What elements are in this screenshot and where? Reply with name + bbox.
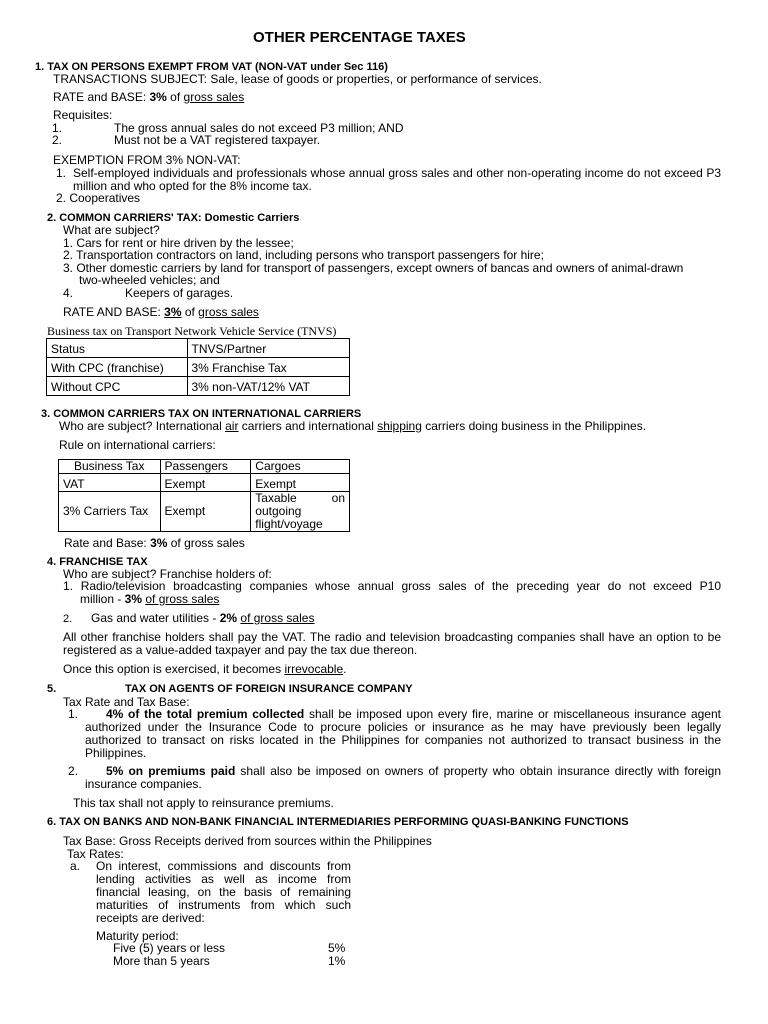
s5-item-2: 5% on premiums paid shall also be imposed on owners of property who obtain insurance directly with foreign insurance companies. [85,764,721,791]
s1-req2-text: Must not be a VAT registered taxpayer. [114,133,321,147]
s1-req1-text: The gross annual sales do not exceed P3 million; AND [114,121,404,135]
s1-ex1-num: 1. [56,166,67,180]
table-cell: Status [47,339,188,358]
s6-base: Tax Base: Gross Receipts derived from sources within the Philippines [63,834,432,848]
s4-item-1: 1. Radio/television broadcasting companies whose annual gross sales of the preceding year do not exceed P10 [63,579,721,593]
intl-carriers-table [58,459,350,532]
table-cell: 3% Carriers Tax [59,492,161,532]
section-4-heading: 4. FRANCHISE TAX [47,556,148,568]
section-2-heading: 2. COMMON CARRIERS' TAX: Domestic Carriers [47,212,300,224]
section-5-num: 5. [47,683,57,695]
table-cell: Taxable on outgoing flight/voyage [251,492,350,532]
s4-item-2-num: 2. [63,613,73,625]
s2-item-2: 2. Transportation contractors on land, including persons who transport passengers for hire; [63,248,544,262]
s6-a-text: On interest, commissions and discounts from lending activities as well as income from financial leasing, on the basis of remaining maturities of instruments from which such receipts are derived: [96,859,351,925]
s4-item-1-cont: million - 3% of gross sales [80,592,220,606]
s2-what: What are subject? [63,223,160,237]
s5-note: This tax shall not apply to reinsurance premiums. [73,796,334,810]
table-cell: Exempt [251,474,350,492]
s1-req1-num: 1. [52,121,63,135]
s4-paragraph-2: Once this option is exercised, it becomes irrevocable. [63,662,347,676]
s3-rule: Rule on international carriers: [59,438,216,452]
s6-maturity-1-label: Five (5) years or less [113,941,226,955]
table-row [47,339,350,358]
table-row [47,358,350,377]
s6-maturity-2-value: 1% [328,954,346,968]
s6-maturity-2-label: More than 5 years [113,954,210,968]
s2-item-3-cont: two-wheeled vehicles; and [79,273,220,287]
s1-rate-base: RATE and BASE: 3% of gross sales [53,90,245,104]
table-row [59,492,350,532]
table-header-cell: Cargoes [251,460,350,474]
s4-paragraph-1: All other franchise holders shall pay the VAT. The radio and television broadcasting companies shall have an option to be registered as a value-added taxpayer and pay the tax due thereon. [63,630,721,657]
s1-ex1-text: Self-employed individuals and professionals whose annual gross sales and other non-operating income do not exceed P3 million and who opted for the 8% income tax. [73,166,721,193]
s1-transactions: TRANSACTIONS SUBJECT: Sale, lease of goods or properties, or performance of services. [53,72,542,86]
s1-exemption-label: EXEMPTION FROM 3% NON-VAT: [53,153,241,167]
table-header-cell: Business Tax [59,460,161,474]
s4-who: Who are subject? Franchise holders of: [63,567,272,581]
table-cell: Without CPC [47,377,188,396]
table-cell: 3% non-VAT/12% VAT [187,377,350,396]
table-header-cell: Passengers [160,460,251,474]
s6-rates: Tax Rates: [67,847,124,861]
s6-a-num: a. [70,859,81,873]
section-6-heading: 6. TAX ON BANKS AND NON-BANK FINANCIAL INTERMEDIARIES PERFORMING QUASI-BANKING FUNCTIONS [47,816,629,828]
s3-who: Who are subject? International air carriers and international shipping carriers doing business in the Philippines. [59,419,647,433]
s5-label: Tax Rate and Tax Base: [63,695,190,709]
s5-item-1: 4% of the total premium collected shall be imposed upon every fire, marine or miscellaneous insurance agent authorized under the Insurance Code to procure policies or insurance as he may have previously been legally authorized to transact on risks located in the Philippines for companies not authorized to transact business in the Philippines. [85,707,721,760]
s2-item-4-text: Keepers of garages. [125,286,234,300]
table-cell: 3% Franchise Tax [187,358,350,377]
s2-item-1: 1. Cars for rent or hire driven by the lessee; [63,236,294,250]
s1-ex2: 2. Cooperatives [56,191,141,205]
s2-rate-base: RATE AND BASE: 3% of gross sales [63,305,259,319]
table-cell: With CPC (franchise) [47,358,188,377]
section-1-heading: 1. TAX ON PERSONS EXEMPT FROM VAT (NON-VAT under Sec 116) [35,61,388,73]
s5-item-1-num: 1. [68,707,79,721]
table-cell: Exempt [160,492,251,532]
s2-item-4-num: 4. [63,286,74,300]
table-row [59,460,350,474]
s5-item-2-num: 2. [68,764,79,778]
s6-maturity-label: Maturity period: [96,929,179,943]
s4-item-2: Gas and water utilities - 2% of gross sales [91,611,315,625]
section-5-heading: TAX ON AGENTS OF FOREIGN INSURANCE COMPANY [125,683,413,695]
s1-req2-num: 2. [52,133,63,147]
s1-requisites-label: Requisites: [53,108,113,122]
section-3-heading: 3. COMMON CARRIERS TAX ON INTERNATIONAL CARRIERS [41,408,362,420]
s2-item-3: 3. Other domestic carriers by land for transport of passengers, except owners of bancas and owners of animal-drawn [63,261,684,275]
page-title: OTHER PERCENTAGE TAXES [253,29,466,46]
table-cell: TNVS/Partner [187,339,350,358]
table-row [59,474,350,492]
tnvs-table [46,338,350,396]
tnvs-caption: Business tax on Transport Network Vehicle Service (TNVS) [47,324,337,338]
table-cell: Exempt [160,474,251,492]
table-row [47,377,350,396]
table-cell: VAT [59,474,161,492]
s6-maturity-1-value: 5% [328,941,346,955]
s3-rate-base: Rate and Base: 3% of gross sales [64,536,245,550]
